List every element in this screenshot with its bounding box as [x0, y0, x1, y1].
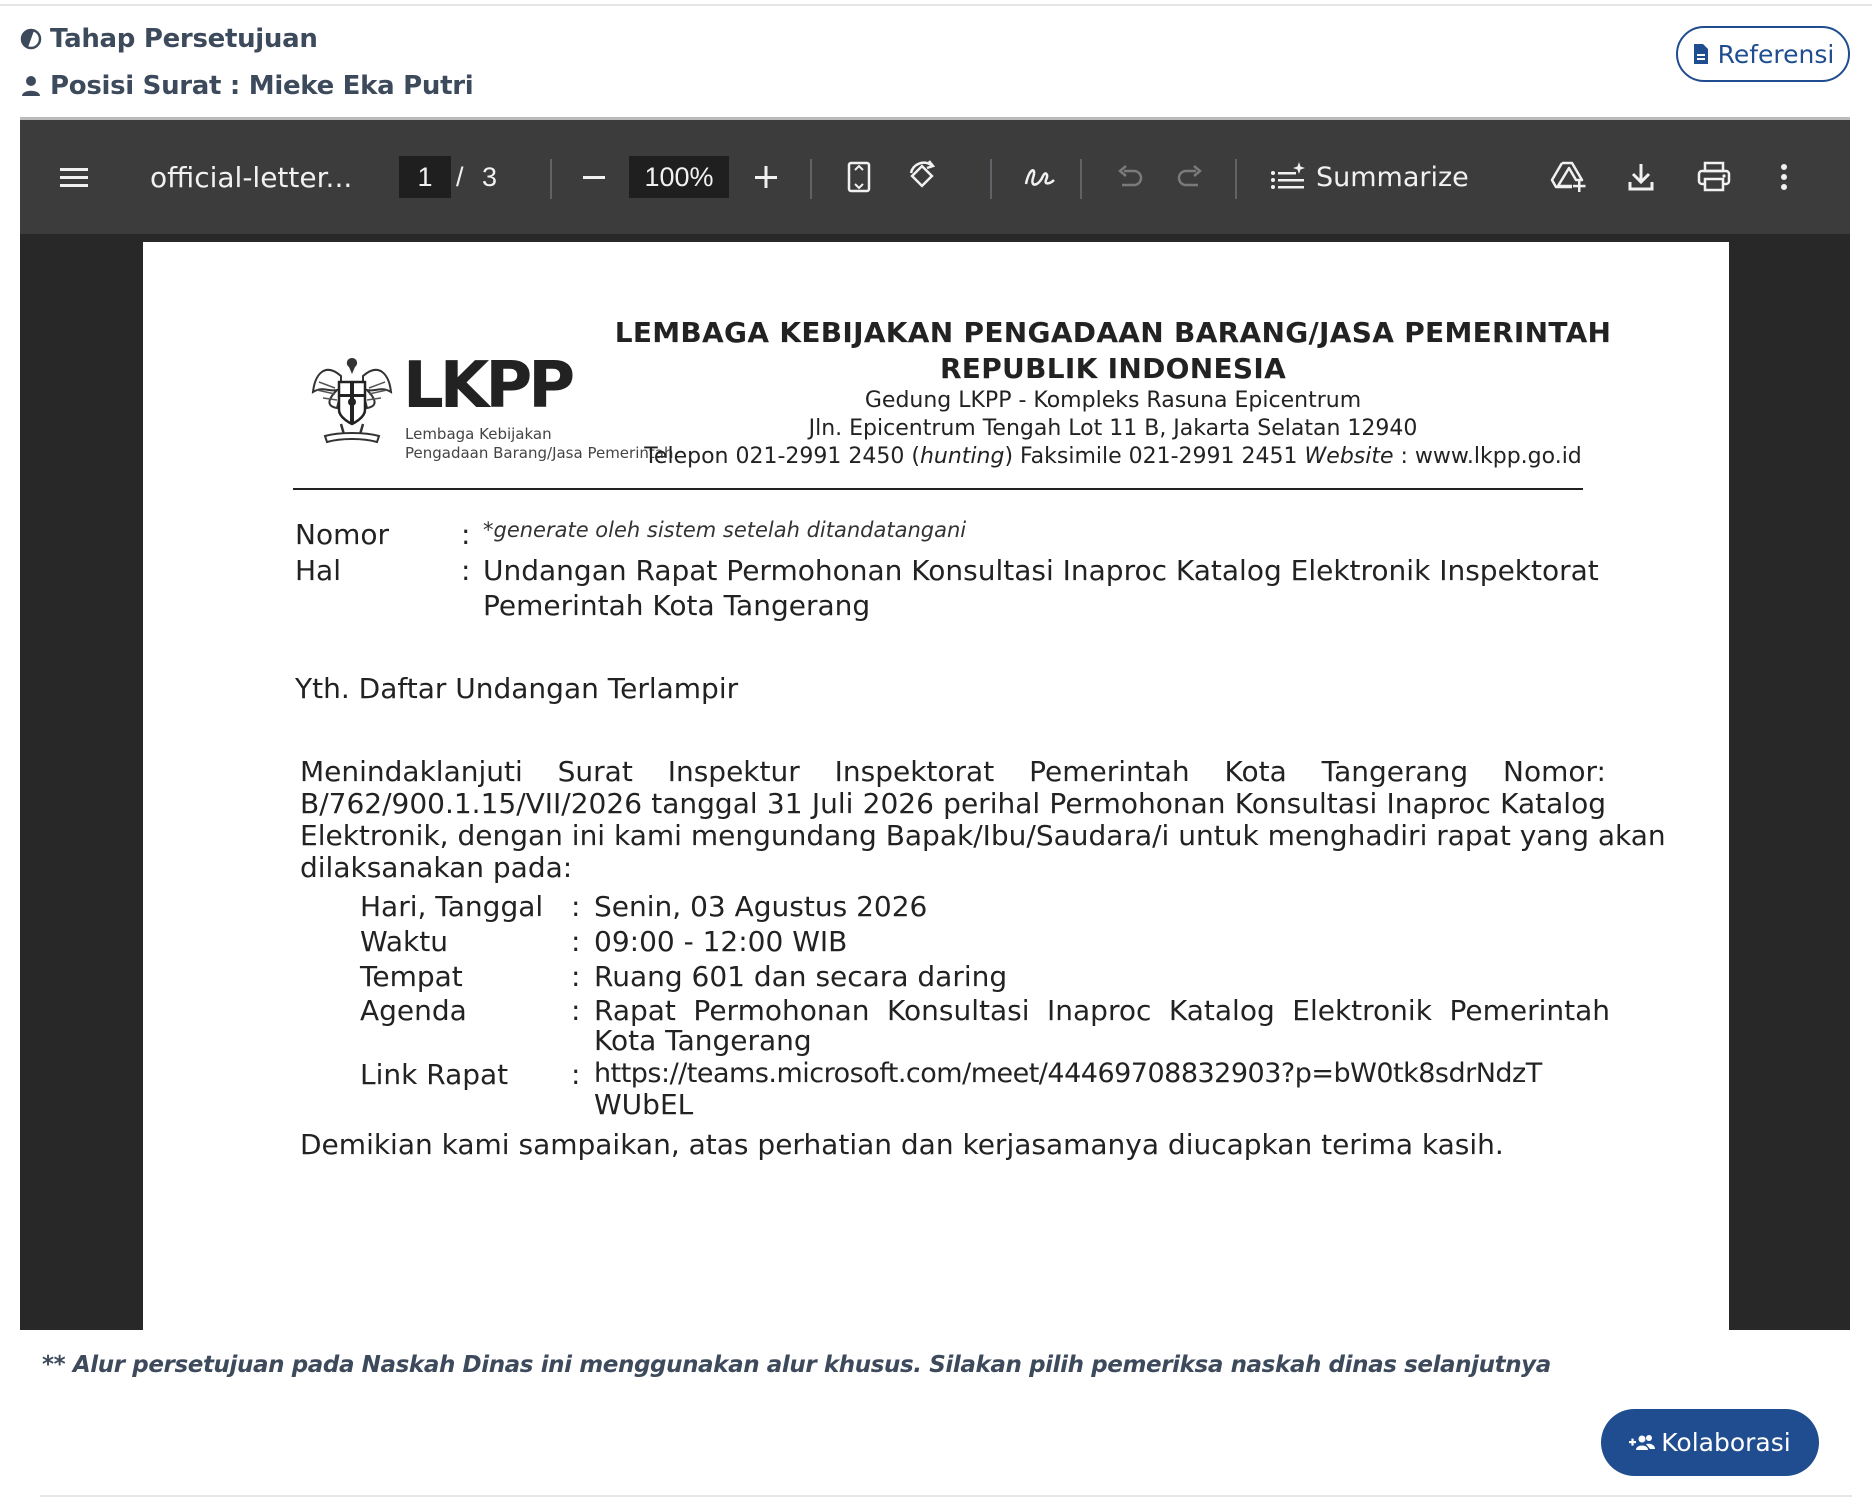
garuda-emblem-icon — [311, 352, 393, 451]
colon: : — [571, 925, 581, 958]
link-label: Link Rapat — [360, 1058, 509, 1091]
undo-icon — [1114, 163, 1144, 191]
print-icon — [1697, 161, 1731, 193]
nomor-value: *generate oleh sistem setelah ditandatangani — [483, 518, 967, 542]
tempat-value: Ruang 601 dan secara daring — [594, 960, 1008, 993]
colon: : — [461, 518, 471, 551]
logo-wordmark: LKPP — [403, 349, 572, 423]
toolbar-separator — [810, 159, 812, 199]
referensi-label: Referensi — [1717, 39, 1835, 69]
summarize-button[interactable] — [1270, 120, 1469, 234]
paragraph-line-1: Menindaklanjuti Surat Inspektur Inspektorat Pemerintah Kota Tangerang Nomor: — [300, 755, 1606, 788]
plus-icon — [753, 164, 779, 190]
kolaborasi-label: Kolaborasi — [1661, 1428, 1791, 1457]
people-add-icon — [1629, 1433, 1655, 1453]
file-name: official-letter... — [150, 160, 353, 194]
closing-sentence: Demikian kami sampaikan, atas perhatian dan kerjasamanya diucapkan terima kasih. — [300, 1128, 1504, 1161]
drive-add-icon — [1550, 160, 1588, 194]
contact-hunting: hunting — [919, 444, 1005, 469]
contact-website: : www.lkpp.go.id — [1393, 444, 1582, 469]
total-pages: 3 — [482, 161, 498, 192]
colon: : — [571, 994, 581, 1027]
hari-value: Senin, 03 Agustus 2026 — [594, 890, 928, 923]
tempat-label: Tempat — [360, 960, 463, 993]
draw-button[interactable] — [1022, 120, 1058, 234]
colon: : — [461, 554, 471, 587]
draw-icon — [1023, 162, 1057, 192]
paragraph-line-2: B/762/900.1.15/VII/2026 tanggal 31 Juli 2026 perihal Permohonan Konsultasi Inaproc Katalog — [300, 787, 1606, 820]
pdf-toolbar — [20, 120, 1850, 234]
contact-fax: ) Faksimile 021-2991 2451 — [1004, 444, 1305, 469]
current-page[interactable]: 1 — [399, 156, 451, 198]
zoom-input[interactable] — [629, 120, 729, 234]
zoom-in-button[interactable] — [750, 120, 782, 234]
approval-stage-label: Tahap Persetujuan — [50, 24, 318, 54]
toolbar-separator — [990, 159, 992, 199]
fit-page-button[interactable] — [844, 120, 874, 234]
paragraph-line-4: dilaksanakan pada: — [300, 851, 573, 884]
hal-value-line2: Pemerintah Kota Tangerang — [483, 589, 871, 622]
letter-position — [20, 71, 473, 101]
page-separator: / — [456, 161, 464, 192]
page-input[interactable] — [399, 120, 451, 234]
redo-icon — [1176, 163, 1206, 191]
person-icon — [20, 75, 42, 97]
link-value-line2[interactable]: WUbEL — [594, 1088, 694, 1121]
bottom-divider — [40, 1495, 1852, 1497]
download-icon — [1627, 162, 1655, 192]
logo-subtitle-1: Lembaga Kebijakan — [405, 425, 552, 443]
letterhead-divider — [293, 488, 1583, 490]
undo-button[interactable] — [1112, 120, 1146, 234]
letterhead-title-2: REPUBLIK INDONESIA — [939, 352, 1287, 385]
referensi-button[interactable] — [1676, 26, 1850, 82]
letterhead-address-1: Gedung LKPP - Kompleks Rasuna Epicentrum — [864, 388, 1362, 413]
kolaborasi-button[interactable] — [1601, 1409, 1819, 1476]
letterhead-address-2: Jln. Epicentrum Tengah Lot 11 B, Jakarta Selatan 12940 — [808, 416, 1418, 441]
more-options-button[interactable] — [1774, 120, 1794, 234]
pdf-viewer[interactable] — [20, 117, 1850, 1330]
menu-icon[interactable] — [56, 120, 92, 234]
agenda-value-line1: Rapat Permohonan Konsultasi Inaproc Katalog Elektronik Pemerintah — [594, 994, 1610, 1027]
letterhead-title-1: LEMBAGA KEBIJAKAN PENGADAAN BARANG/JASA PEMERINTAH — [614, 316, 1612, 349]
waktu-value: 09:00 - 12:00 WIB — [594, 925, 848, 958]
letterhead-contact — [613, 444, 1613, 469]
redo-button[interactable] — [1174, 120, 1208, 234]
document-icon — [1692, 43, 1710, 65]
link-value-line1[interactable]: https://teams.microsoft.com/meet/44469708832903?p=bW0tk8sdrNdzT — [594, 1058, 1542, 1089]
hal-value-line1: Undangan Rapat Permohonan Konsultasi Inaproc Katalog Elektronik Inspektorat — [483, 554, 1599, 587]
save-to-drive-button[interactable] — [1550, 120, 1588, 234]
print-button[interactable] — [1696, 120, 1732, 234]
summarize-icon — [1270, 161, 1306, 193]
waktu-label: Waktu — [360, 925, 448, 958]
letter-position-label: Posisi Surat : Mieke Eka Putri — [50, 71, 474, 101]
approval-stage — [20, 24, 318, 54]
rotate-icon — [905, 159, 941, 195]
colon: : — [571, 1058, 581, 1091]
download-button[interactable] — [1626, 120, 1656, 234]
summarize-label: Summarize — [1316, 161, 1469, 193]
approval-flow-note: ** Alur persetujuan pada Naskah Dinas ini menggunakan alur khusus. Silakan pilih pemeriksa naskah dinas selanjutnya — [42, 1352, 1551, 1378]
hari-label: Hari, Tanggal — [360, 890, 544, 923]
toolbar-separator — [1080, 159, 1082, 199]
zoom-level[interactable]: 100% — [629, 156, 729, 198]
paragraph-line-3: Elektronik, dengan ini kami mengundang Bapak/Ibu/Saudara/i untuk menghadiri rapat yang akan — [300, 819, 1666, 852]
half-circle-icon — [20, 28, 42, 50]
contact-website-label: Website — [1304, 444, 1394, 469]
nomor-label: Nomor — [295, 518, 389, 551]
top-divider — [0, 4, 1872, 6]
logo-subtitle-2: Pengadaan Barang/Jasa Pemerintah — [405, 444, 674, 462]
toolbar-separator — [550, 159, 552, 199]
hal-label: Hal — [295, 554, 341, 587]
agenda-value-line2: Kota Tangerang — [594, 1024, 812, 1057]
minus-icon — [581, 164, 607, 190]
pdf-page — [143, 242, 1729, 1330]
rotate-button[interactable] — [904, 120, 942, 234]
more-vert-icon — [1780, 163, 1788, 191]
agenda-label: Agenda — [360, 994, 467, 1027]
recipient: Yth. Daftar Undangan Terlampir — [295, 672, 739, 705]
contact-phone: Telepon 021-2991 2450 ( — [644, 444, 920, 469]
colon: : — [571, 960, 581, 993]
zoom-out-button[interactable] — [578, 120, 610, 234]
fit-page-icon — [847, 161, 871, 193]
colon: : — [571, 890, 581, 923]
toolbar-separator — [1235, 159, 1237, 199]
